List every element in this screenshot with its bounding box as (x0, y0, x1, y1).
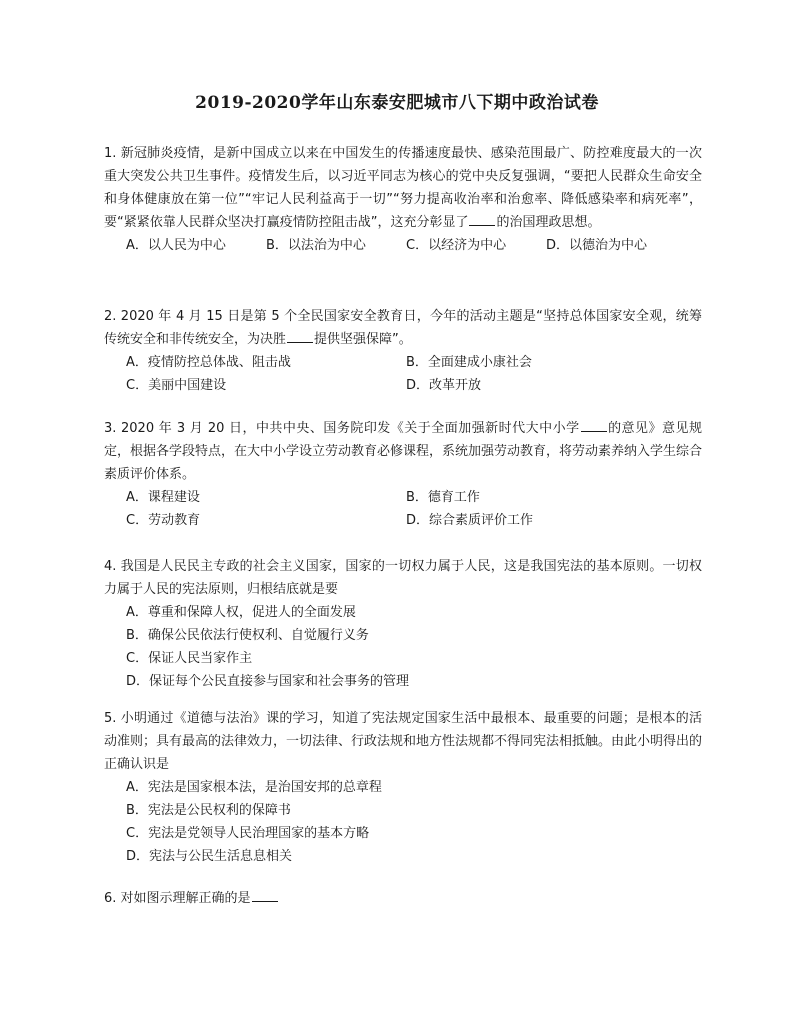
question-4-option-a[interactable]: A．尊重和保障人权，促进人的全面发展 (126, 605, 356, 620)
question-2-option-b[interactable]: B．全面建成小康社会 (406, 355, 532, 370)
question-2-stem-part-b: 提供坚强保障”。 (314, 332, 412, 347)
question-5-option-b[interactable]: B．宪法是公民权利的保障书 (126, 803, 291, 818)
question-2-stem (104, 305, 702, 351)
question-6 (104, 887, 702, 910)
question-4-option-c[interactable]: C．保证人民当家作主 (126, 651, 253, 666)
question-6-blank (252, 889, 278, 902)
question-3 (104, 417, 702, 532)
question-3-blank (581, 419, 607, 432)
question-3-option-c[interactable]: C．劳动教育 (126, 513, 201, 528)
question-2-stem-part-a: 2. 2020 年 4 月 15 日是第 5 个全民国家安全教育日，今年的活动主题是“坚持总体国家安全观，统筹传统安全和非传统安全，为决胜 (104, 309, 702, 347)
question-3-option-d[interactable]: D．综合素质评价工作 (406, 513, 534, 528)
question-4-option-b[interactable]: B．确保公民依法行使权利、自觉履行义务 (126, 628, 369, 643)
question-4-option-d[interactable]: D．保证每个公民直接参与国家和社会事务的管理 (126, 674, 410, 689)
question-5-option-d[interactable]: D．宪法与公民生活息息相关 (126, 849, 293, 864)
question-6-stem-text: 6. 对如图示理解正确的是 (104, 891, 251, 906)
question-3-options-row-1 (104, 486, 702, 509)
question-3-stem-part-b: 的意见》意见规定，根据各学段特点，在大中小学设立劳动教育必修课程，系统加强劳动教育，将劳动素养纳入学生综合素质评价体系。 (104, 421, 703, 482)
question-2-options-row-2 (104, 374, 702, 397)
question-1-blank (469, 213, 495, 226)
question-1-option-a[interactable]: A．以人民为中心 (126, 238, 226, 253)
question-3-stem (104, 417, 702, 486)
question-3-stem-part-a: 3. 2020 年 3 月 20 日，中共中央、国务院印发《关于全面加强新时代大中小学 (104, 421, 580, 436)
question-2-option-a[interactable]: A．疫情防控总体战、阻击战 (126, 355, 291, 370)
question-3-option-a[interactable]: A．课程建设 (126, 490, 200, 505)
question-1 (104, 142, 702, 257)
question-5-option-a[interactable]: A．宪法是国家根本法，是治国安邦的总章程 (126, 780, 382, 795)
question-1-stem (104, 142, 702, 234)
question-6-stem (104, 887, 702, 910)
document-title: 2019-2020学年山东泰安肥城市八下期中政治试卷 (195, 93, 599, 113)
question-2-blank (287, 330, 313, 343)
question-3-option-b[interactable]: B．德育工作 (406, 490, 480, 505)
question-4 (104, 555, 702, 693)
question-2 (104, 305, 702, 397)
question-1-options (104, 234, 702, 257)
question-5 (104, 707, 702, 868)
question-1-option-b[interactable]: B．以法治为中心 (266, 238, 366, 253)
question-1-stem-part-b: 的治国理政思想。 (496, 215, 601, 230)
question-2-options-row-1 (104, 351, 702, 374)
question-3-options-row-2 (104, 509, 702, 532)
question-2-option-d[interactable]: D．改革开放 (406, 378, 482, 393)
question-4-stem: 4. 我国是人民民主专政的社会主义国家，国家的一切权力属于人民，这是我国宪法的基本原则。一切权力属于人民的宪法原则，归根结底就是要 (104, 559, 702, 597)
question-5-stem: 5. 小明通过《道德与法治》课的学习，知道了宪法规定国家生活中最根本、最重要的问题；是根本的活动准则；具有最高的法律效力，一切法律、行政法规和地方性法规都不得同宪法相抵触。由此小明得出的正确认识是 (104, 711, 703, 772)
question-1-stem-part-a: 1. 新冠肺炎疫情，是新中国成立以来在中国发生的传播速度最快、感染范围最广、防控难度最大的一次重大突发公共卫生事件。疫情发生后，以习近平同志为核心的党中央反复强调，“要把人民群众生命安全和身体健康放在第一位”“牢记人民利益高于一切”“努力提高收治率和治愈率、降低感染率和病死率”，要“紧紧依靠人民群众坚决打赢疫情防控阻击战”，这充分彰显了 (104, 146, 702, 230)
question-1-option-c[interactable]: C．以经济为中心 (406, 238, 507, 253)
question-1-option-d[interactable]: D．以德治为中心 (546, 238, 648, 253)
question-5-option-c[interactable]: C．宪法是党领导人民治理国家的基本方略 (126, 826, 370, 841)
question-2-option-c[interactable]: C．美丽中国建设 (126, 378, 227, 393)
